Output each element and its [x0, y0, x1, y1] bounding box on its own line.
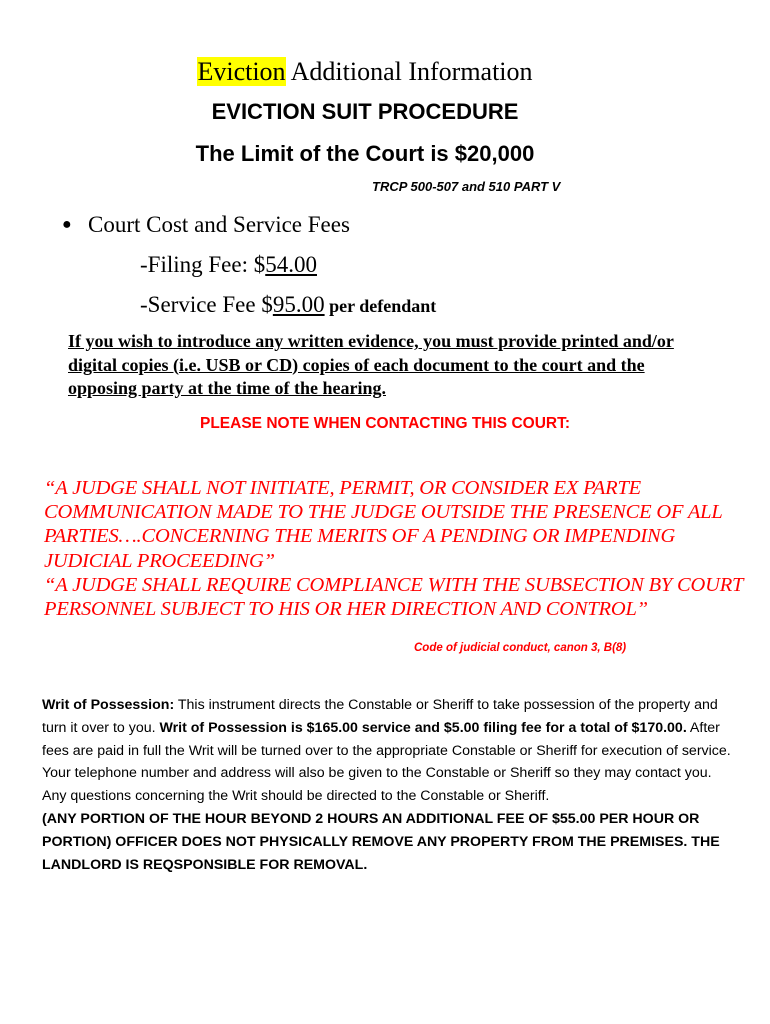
please-note-heading: PLEASE NOTE WHEN CONTACTING THIS COURT: — [200, 415, 570, 432]
procedure-heading: EVICTION SUIT PROCEDURE — [211, 99, 519, 124]
quote-compliance: “A JUDGE SHALL REQUIRE COMPLIANCE WITH THE SUBSECTION BY COURT PERSONNEL SUBJECT TO HIS OR HER DIRECTION AND CONTROL” — [44, 573, 743, 621]
writ-hour-notice: (ANY PORTION OF THE HOUR BEYOND 2 HOURS AN ADDITIONAL FEE OF $55.00 PER HOUR OR PORTION) OFFICER DOES NOT PHYSICALLY REMOVE ANY PROPERTY FROM THE PREMISES. THE LANDLORD IS REQSPONSIBLE FOR REMOVAL. — [42, 810, 720, 873]
filing-fee-label: -Filing Fee: $ — [140, 252, 266, 277]
title-rest: Additional Information — [285, 57, 533, 86]
service-fee-line — [140, 290, 436, 321]
filing-fee-line — [140, 250, 317, 280]
service-fee-label: -Service Fee $ — [140, 292, 273, 317]
rule-reference: TRCP 500-507 and 510 PART V — [372, 179, 561, 194]
fees-bullet-label: Court Cost and Service Fees — [88, 212, 350, 237]
writ-text-2: After fees are paid in full the Writ will be turned over to the appropriate Constable or Sheriff for execution of service. Your telephone number and address will also be given to the Constable or Sheriff so they may contact you. Any questions concerning the Writ should be directed to the Constable or Sheriff. — [42, 719, 731, 805]
service-fee-suffix: per defendant — [324, 296, 437, 316]
court-limit-heading: The Limit of the Court is $20,000 — [195, 141, 535, 166]
fees-bullet — [62, 210, 350, 240]
writ-fee-total: Writ of Possession is $165.00 service and $5.00 filing fee for a total of $170.00. — [159, 719, 687, 736]
service-fee-amount: 95.00 — [272, 292, 325, 317]
writ-section — [42, 694, 732, 876]
evidence-notice: If you wish to introduce any written evidence, you must provide printed and/or digital copies (i.e. USB or CD) copies of each document to the court and the opposing party at the time of the hearing. — [68, 331, 674, 398]
writ-label: Writ of Possession: — [42, 697, 175, 713]
bullet-dot-icon: ● — [62, 216, 72, 233]
filing-fee-amount: 54.00 — [265, 252, 317, 277]
writ-paragraph — [42, 694, 732, 808]
writ-text-1: This instrument directs the Constable or Sheriff to take possession of the property and turn it over to you. — [42, 697, 718, 736]
quote-ex-parte: “A JUDGE SHALL NOT INITIATE, PERMIT, OR CONSIDER EX PARTE COMMUNICATION MADE TO THE JUDGE OUTSIDE THE PRESENCE OF ALL PARTIES….CONCERNING THE MERITS OF A PENDING OR IMPENDING JUDICIAL PROCEEDING” — [44, 477, 723, 572]
page-title — [0, 56, 730, 88]
quote-citation: Code of judicial conduct, canon 3, B(8) — [414, 642, 627, 654]
judicial-quotes — [44, 476, 744, 621]
title-highlight: Eviction — [197, 57, 286, 86]
